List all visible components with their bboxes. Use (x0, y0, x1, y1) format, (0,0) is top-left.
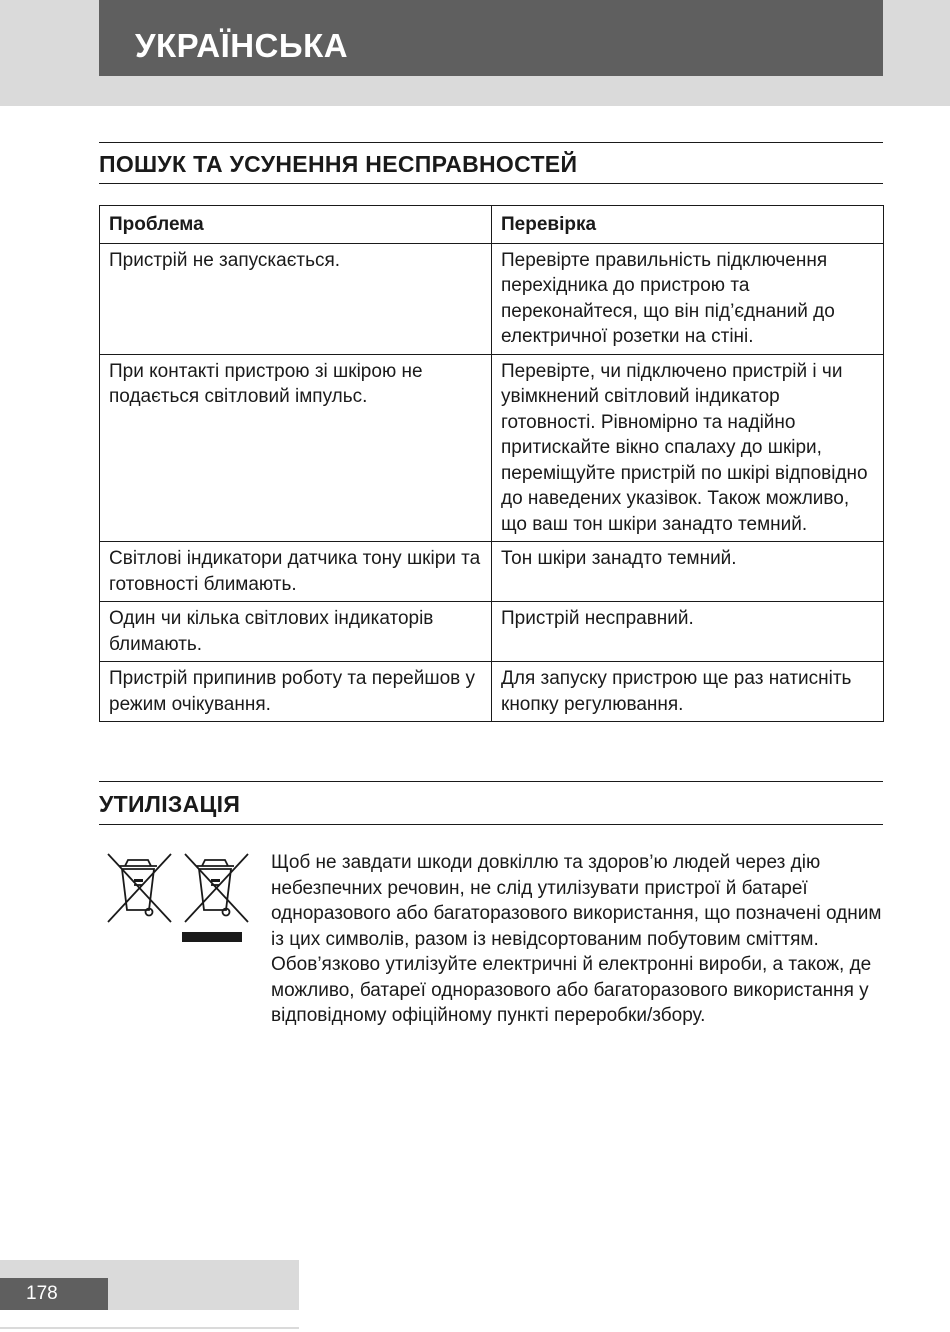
check-cell: Пристрій несправний. (492, 602, 884, 662)
weee-symbols (105, 852, 250, 947)
table-header-row (100, 206, 884, 244)
table-row (100, 662, 884, 722)
crossed-out-wheelie-bin-with-bar-icon (182, 854, 248, 942)
table-row (100, 243, 884, 354)
page-number-box (0, 1278, 108, 1310)
table-row (100, 602, 884, 662)
problem-cell: Пристрій припинив роботу та перейшов у режим очікування. (100, 662, 492, 722)
disposal-heading: УТИЛІЗАЦІЯ (99, 791, 241, 817)
problem-cell: Світлові індикатори датчика тону шкіри та готовності блимають. (100, 542, 492, 602)
footer-divider (0, 1327, 299, 1329)
problem-cell: Один чи кілька світлових індикаторів блимають. (100, 602, 492, 662)
check-cell: Для запуску пристрою ще раз натисніть кнопку регулювання. (492, 662, 884, 722)
table-row (100, 542, 884, 602)
language-header-bar (99, 0, 883, 76)
disposal-paragraph: Щоб не завдати шкоди довкіллю та здоров’ю людей через дію небезпечних речовин, не слід утилізувати пристрої й батареї одноразового або багаторазового використання, що позначені одним із цих символів, разом із невідсортованим побутовим сміттям. Обов’язково утилізуйте електричні й електронні вироби, а також, де можливо, батареї одноразового або багаторазового використання у відповідному офіційному пункті переробки/збору. (271, 852, 882, 1026)
check-cell: Перевірте, чи підключено пристрій і чи увімкнений світловий індикатор готовності. Рівномірно та надійно притискайте вікно спалаху до шкіри, переміщуйте пристрій по шкірі відповідно до наведених указівок. Також можливо, що ваш тон шкіри занадто темний. (492, 354, 884, 542)
section-divider (99, 183, 883, 184)
column-header-problem: Проблема (100, 206, 492, 244)
language-title: УКРАЇНСЬКА (135, 27, 349, 64)
section-divider (99, 142, 883, 143)
check-cell: Перевірте правильність підключення перехідника до пристрою та переконайтеся, що він під’єднаний до електричної розетки на стіні. (492, 243, 884, 354)
section-divider (99, 824, 883, 825)
check-cell: Тон шкіри занадто темний. (492, 542, 884, 602)
troubleshooting-heading: ПОШУК ТА УСУНЕННЯ НЕСПРАВНОСТЕЙ (99, 151, 578, 177)
crossed-out-wheelie-bin-icon (108, 854, 171, 922)
problem-cell: Пристрій не запускається. (100, 243, 492, 354)
column-header-check: Перевірка (492, 206, 884, 244)
problem-cell: При контакті пристрою зі шкірою не подається світловий імпульс. (100, 354, 492, 542)
table-row (100, 354, 884, 542)
page-number: 178 (26, 1283, 58, 1304)
troubleshooting-table (99, 205, 884, 722)
section-divider (99, 781, 883, 782)
